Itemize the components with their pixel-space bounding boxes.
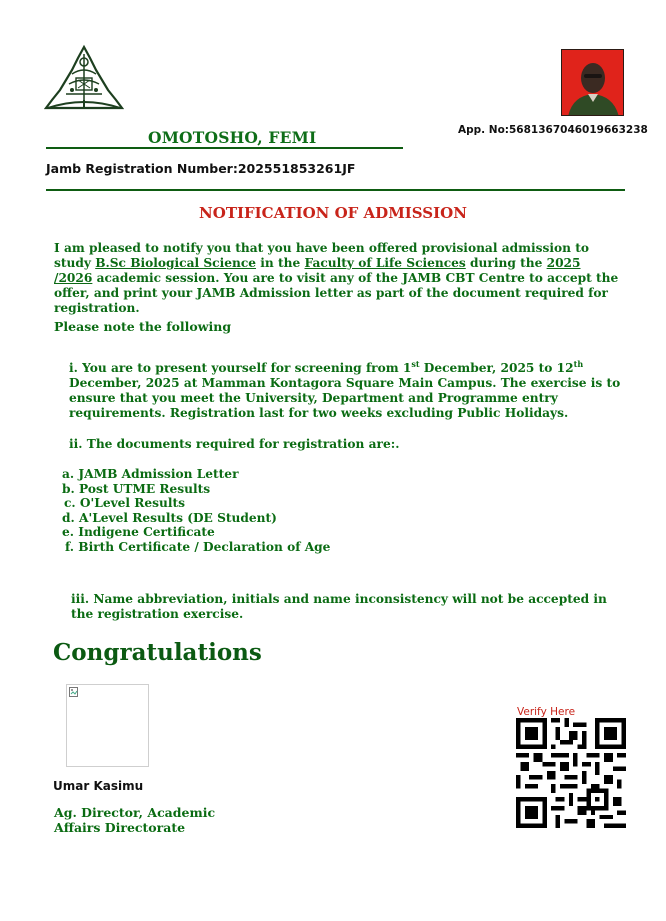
ordinal-suffix: th	[573, 359, 584, 369]
screening-text-c: December, 2025 at Mamman Kontagora Square Main Campus. The exercise is to ensure that you meet the University, Department and Programme entry requirements. Registration last for two weeks excluding Public Holidays.	[69, 376, 621, 421]
note-heading: Please note the following	[54, 319, 232, 334]
university-logo	[44, 44, 124, 114]
verification-qr-code[interactable]	[516, 718, 626, 828]
name-consistency-point: iii. Name abbreviation, initials and name inconsistency will not be accepted in the registration exercise.	[71, 592, 607, 621]
congratulations-heading: Congratulations	[53, 639, 262, 666]
name-divider	[46, 147, 403, 149]
intro-text-1: I am pleased to notify you that you have been offered provisional admission to study	[54, 241, 589, 270]
candidate-name: OMOTOSHO, FEMI	[148, 128, 317, 147]
list-item: a. JAMB Admission Letter	[62, 467, 239, 481]
header-divider	[46, 189, 625, 191]
session-year: 2025 /2026	[54, 256, 581, 285]
signer-name: Umar Kasimu	[53, 779, 144, 793]
intro-text-3: during the	[465, 256, 547, 270]
letter-title: NOTIFICATION OF ADMISSION	[199, 204, 467, 222]
signature-image	[66, 684, 149, 767]
list-item: e. Indigene Certificate	[62, 525, 215, 540]
screening-text-b: December, 2025 to 12	[419, 361, 574, 376]
list-item: b. Post UTME Results	[62, 481, 211, 496]
signer-role: Ag. Director, Academic Affairs Directorate	[54, 805, 216, 835]
list-item: d. A'Level Results (DE Student)	[62, 510, 277, 525]
intro-paragraph	[54, 241, 620, 316]
faculty-name: Faculty of Life Sciences	[304, 256, 466, 270]
university-crest-icon	[44, 44, 124, 114]
intro-text-4: academic session. You are to visit any of the JAMB CBT Centre to accept the offer, and print your JAMB Admission letter as part of the document required for registration.	[54, 271, 619, 315]
screening-text-a: i. You are to present yourself for screening from 1	[69, 361, 412, 376]
documents-point: ii. The documents required for registration are:.	[69, 437, 400, 451]
documents-list	[62, 467, 330, 555]
verify-label: Verify Here	[517, 706, 576, 718]
list-item: f. Birth Certificate / Declaration of Age	[65, 539, 331, 554]
passport-photo	[561, 49, 624, 116]
broken-image-icon	[69, 687, 80, 698]
screening-point	[69, 357, 625, 421]
list-item: c. O'Level Results	[64, 496, 186, 511]
intro-text-2: in the	[256, 256, 305, 270]
qr-code-icon	[516, 718, 626, 828]
jamb-registration-number: Jamb Registration Number:202551853261JF	[46, 161, 356, 176]
ordinal-suffix: st	[411, 359, 420, 369]
programme-name: B.Sc Biological Science	[95, 256, 257, 270]
application-number: App. No:5681367046019663238	[458, 124, 648, 136]
